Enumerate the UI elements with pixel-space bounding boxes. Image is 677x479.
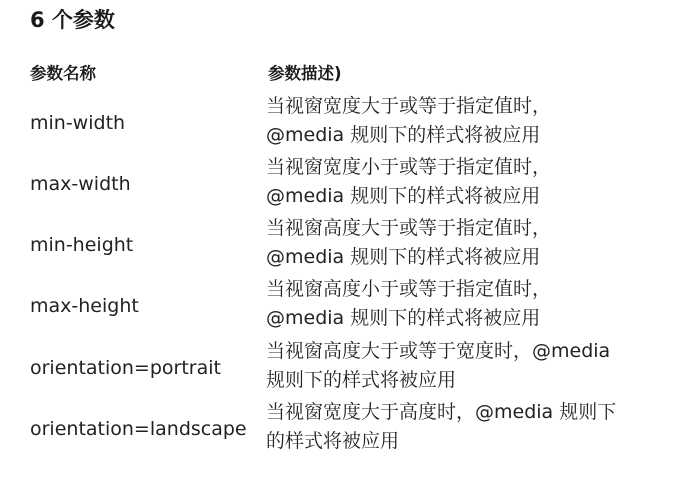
column-header-description: 参数描述): [268, 64, 342, 83]
param-description: [266, 153, 661, 211]
param-name: max-width: [30, 172, 131, 195]
description-line: 规则下的样式将被应用: [266, 369, 457, 391]
param-description: [266, 275, 661, 333]
table-row: [0, 92, 677, 153]
description-line: @media 规则下的样式将被应用: [266, 124, 541, 146]
param-name: orientation=portrait: [30, 356, 221, 379]
param-name: orientation=landscape: [30, 417, 247, 440]
param-description: [266, 398, 661, 456]
description-line: 当视窗高度小于或等于指定值时，: [266, 278, 552, 300]
param-name: min-height: [30, 233, 134, 256]
param-name: max-height: [30, 294, 139, 317]
param-description: [266, 337, 661, 395]
table-row: [0, 398, 677, 459]
description-line: 的样式将被应用: [266, 430, 400, 452]
table-row: [0, 153, 677, 214]
description-line: 当视窗高度大于或等于宽度时，@media: [266, 340, 611, 362]
description-line: 当视窗宽度大于高度时，@media 规则下: [266, 401, 617, 423]
description-line: 当视窗高度大于或等于指定值时，: [266, 217, 552, 239]
description-line: @media 规则下的样式将被应用: [266, 185, 541, 207]
description-line: @media 规则下的样式将被应用: [266, 307, 541, 329]
param-description: [266, 92, 661, 150]
param-description: [266, 214, 661, 272]
table-row: [0, 214, 677, 275]
section-heading: 6 个参数: [30, 8, 115, 32]
table-row: [0, 337, 677, 398]
description-line: @media 规则下的样式将被应用: [266, 246, 541, 268]
param-name: min-width: [30, 111, 126, 134]
column-header-name: 参数名称: [30, 64, 96, 83]
description-line: 当视窗宽度小于或等于指定值时，: [266, 156, 552, 178]
description-line: 当视窗宽度大于或等于指定值时，: [266, 95, 552, 117]
table-row: [0, 275, 677, 336]
